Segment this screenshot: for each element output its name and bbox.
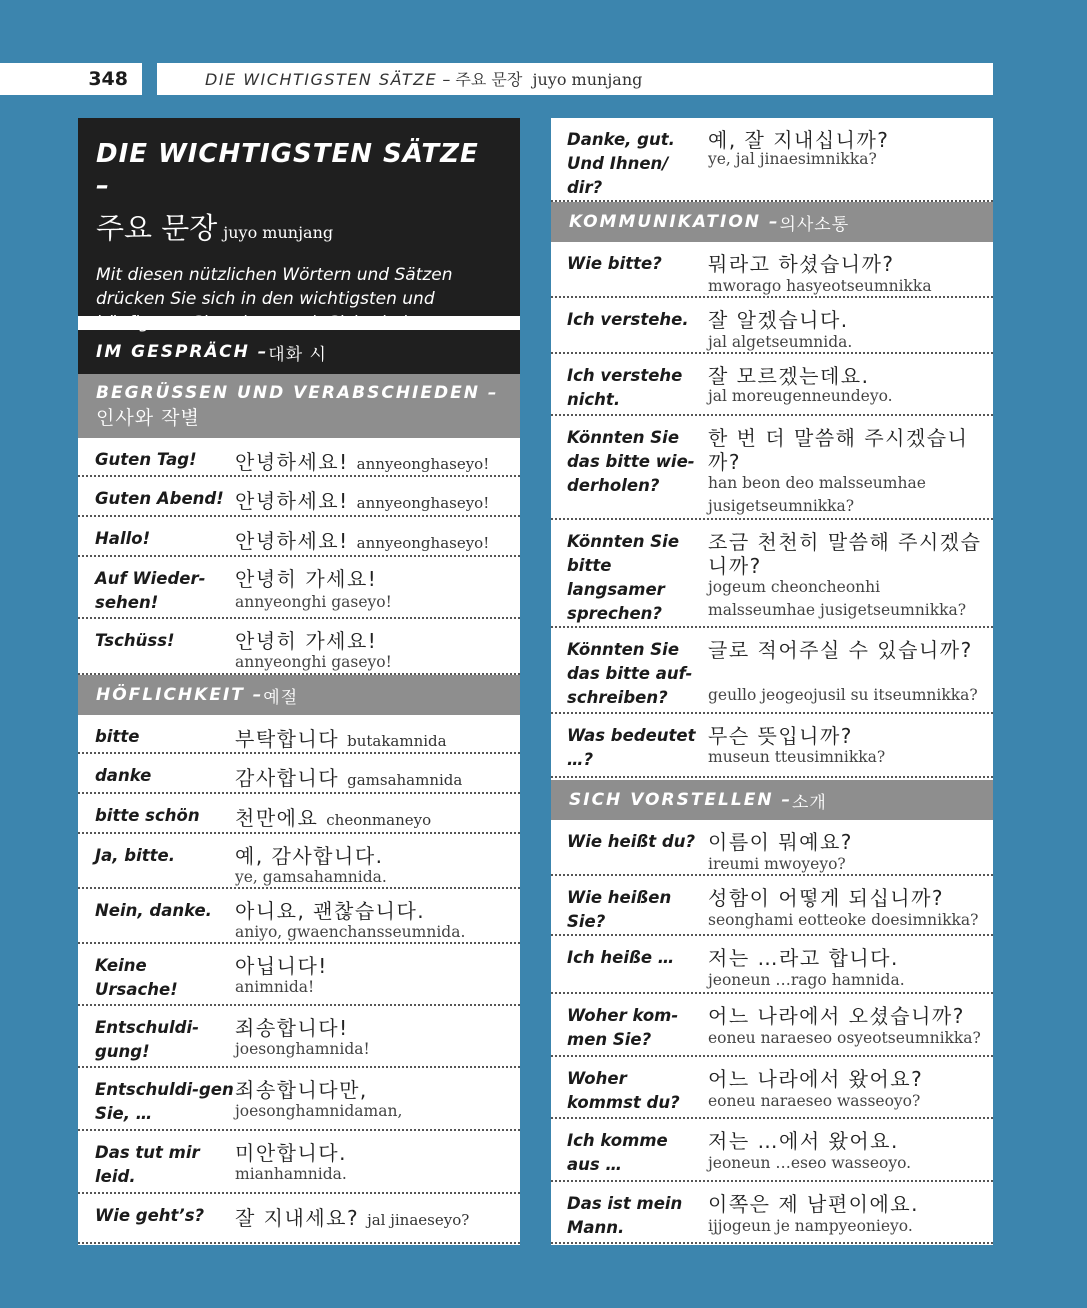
- intro-box: [78, 118, 520, 333]
- phrase-row: [551, 714, 993, 778]
- section-label: IM GESPRÄCH –: [96, 342, 269, 362]
- phrase-de: Entschuldi-gen Sie, …: [95, 1080, 234, 1123]
- section-label: KOMMUNIKATION –: [569, 212, 780, 232]
- section-kommunikation: [551, 202, 993, 242]
- phrase-rom: ye, gamsahamnida.: [235, 868, 387, 886]
- phrase-rom: joesonghamnida!: [235, 1040, 370, 1058]
- phrase-row: [78, 1068, 520, 1131]
- phrase-de: Ich verstehe.: [567, 310, 689, 329]
- phrase-rom: ijjogeun je nampyeonieyo.: [708, 1217, 913, 1235]
- phrase-ko: 미안합니다.: [235, 1141, 347, 1165]
- phrase-de: Nein, danke.: [95, 901, 212, 920]
- phrase-de: Ja, bitte.: [95, 846, 175, 865]
- running-header-sep: –: [437, 70, 456, 89]
- intro-text: Mit diesen nützlichen Wörtern und Sätzen drücken Sie sich in den wichtigsten und häufigsten Situationen mit Sicherheit aus.: [96, 265, 455, 333]
- phrase-ko: [235, 450, 514, 476]
- phrase-de: Hallo!: [95, 529, 151, 548]
- phrase-rom: geullo jeogeojusil su itseumnikka?: [708, 686, 978, 704]
- phrase-row: [78, 619, 520, 675]
- phrase-de: bitte: [95, 727, 140, 746]
- phrase-rom: seonghami eotteoke doesimnikka?: [708, 911, 979, 929]
- phrase-ko: 저는 …에서 왔어요.: [708, 1129, 899, 1153]
- phrase-rom: gamsahamnida: [347, 771, 463, 789]
- phrase-de: Wie heißt du?: [567, 832, 696, 851]
- phrase-rom: annyeonghaseyo!: [356, 455, 490, 473]
- section-ko: 소개: [791, 792, 827, 813]
- phrase-de: Keine Ursache!: [95, 956, 178, 999]
- phrase-row: [551, 298, 993, 354]
- phrase-ko: 어느 나라에서 왔어요?: [708, 1067, 924, 1091]
- phrase-row: [551, 520, 993, 628]
- section-label: BEGRÜSSEN UND VERABSCHIEDEN –: [96, 382, 499, 403]
- phrase-de: Könnten Sie bitte langsamer sprechen?: [567, 532, 680, 623]
- phrase-rom: butakamnida: [347, 732, 447, 750]
- intro-title: DIE WICHTIGSTEN SÄTZE –: [96, 139, 479, 201]
- phrase-row: [551, 1182, 993, 1244]
- left-column: [78, 118, 520, 1245]
- phrase-de: Woher kom-men Sie?: [567, 1006, 679, 1049]
- phrase-rom: ireumi mwoyeyo?: [708, 855, 846, 873]
- phrase-de: Wie bitte?: [567, 254, 662, 273]
- phrase-ko: [235, 727, 514, 753]
- phrase-ko: 조금 천천히 말씀해 주시겠습니까?: [708, 530, 982, 578]
- phrase-ko: 아닙니다!: [235, 954, 328, 978]
- phrase-ko-text: 잘 지내세요?: [235, 1206, 360, 1230]
- phrase-row: [551, 876, 993, 936]
- phrase-row: [551, 118, 993, 202]
- section-label: HÖFLICHKEIT –: [96, 685, 264, 705]
- section-hoeflichkeit: [78, 675, 520, 715]
- intro-ko-title: [96, 206, 502, 255]
- phrase-ko: 죄송합니다!: [235, 1016, 349, 1040]
- intro-ko: 주요 문장: [96, 211, 218, 245]
- phrase-row: [78, 834, 520, 889]
- section-label: SICH VORSTELLEN –: [569, 790, 792, 810]
- phrase-ko-text: 안녕하세요!: [235, 489, 349, 513]
- phrase-row: [78, 944, 520, 1006]
- phrase-rom: aniyo, gwaenchansseumnida.: [235, 923, 466, 941]
- right-top-list: [551, 118, 993, 202]
- phrase-ko: [235, 766, 514, 792]
- phrase-rom: mworago hasyeotseumnikka: [708, 277, 932, 295]
- phrase-row: [78, 557, 520, 619]
- phrase-de: Wie geht’s?: [95, 1206, 205, 1225]
- phrase-row: [78, 1131, 520, 1194]
- phrase-row: [78, 794, 520, 834]
- phrase-row: [78, 889, 520, 944]
- phrase-rom: annyeonghaseyo!: [356, 534, 490, 552]
- phrase-ko-text: 부탁합니다: [235, 727, 340, 751]
- section-sich-vorstellen: [551, 780, 993, 820]
- phrase-ko: 한 번 더 말씀해 주시겠습니까?: [708, 426, 969, 474]
- begruessen-list: [78, 438, 520, 675]
- running-header-de: DIE WICHTIGSTEN SÄTZE: [205, 70, 438, 89]
- phrase-row: [78, 1194, 520, 1244]
- phrase-rom: jal moreugenneundeyo.: [708, 387, 893, 405]
- phrase-de: Danke, gut. Und Ihnen/ dir?: [567, 130, 675, 197]
- phrase-ko: 성함이 어떻게 되십니까?: [708, 886, 945, 910]
- running-header-rom: juyo munjang: [532, 70, 643, 89]
- phrase-rom: animnida!: [235, 978, 315, 996]
- section-ko: 예절: [263, 687, 299, 708]
- phrase-ko: 무슨 뜻입니까?: [708, 724, 853, 748]
- phrase-ko-text: 감사합니다: [235, 766, 340, 790]
- phrase-rom: eoneu naraeseo osyeotseumnikka?: [708, 1029, 981, 1047]
- phrase-rom: jogeum cheoncheonhi malsseumhae jusigetseumnikka?: [708, 578, 967, 619]
- phrase-rom: annyeonghi gaseyo!: [235, 653, 392, 671]
- phrase-ko: 안녕히 가세요!: [235, 629, 378, 653]
- phrase-rom: museun tteusimnikka?: [708, 748, 886, 766]
- phrase-de: Könnten Sie das bitte wie-derholen?: [567, 428, 695, 495]
- phrase-de: Woher kommst du?: [567, 1069, 680, 1112]
- phrase-row: [551, 1057, 993, 1119]
- phrase-de: Guten Abend!: [95, 489, 224, 508]
- phrase-ko: 저는 …라고 합니다.: [708, 946, 899, 970]
- phrase-rom: jeoneun …rago hamnida.: [708, 971, 905, 989]
- phrase-ko: [235, 489, 514, 515]
- phrase-ko: 글로 적어주실 수 있습니까?: [708, 638, 973, 662]
- phrase-row: [551, 354, 993, 416]
- phrase-row: [78, 517, 520, 557]
- phrase-row: [551, 628, 993, 714]
- section-ko: 대화 시: [268, 344, 327, 365]
- section-ko: 의사소통: [779, 214, 850, 235]
- phrase-de: Ich komme aus …: [567, 1131, 668, 1174]
- phrase-ko-text: 안녕하세요!: [235, 450, 349, 474]
- phrase-row: [78, 1006, 520, 1068]
- phrase-de: Entschuldi-gung!: [95, 1018, 199, 1061]
- phrase-de: danke: [95, 766, 152, 785]
- phrase-ko: 이쪽은 제 남편이에요.: [708, 1192, 919, 1216]
- phrase-ko: [235, 1206, 514, 1232]
- phrase-de: bitte schön: [95, 806, 200, 825]
- phrase-rom: han beon deo malsseumhae jusigetseumnikka?: [708, 474, 926, 515]
- phrase-row: [551, 994, 993, 1057]
- phrase-ko-text: 천만에요: [235, 806, 319, 830]
- phrase-row: [551, 820, 993, 876]
- phrase-row: [551, 936, 993, 994]
- phrase-row: [78, 477, 520, 517]
- right-column: [551, 118, 993, 1245]
- hoeflichkeit-list: [78, 715, 520, 1244]
- phrase-rom: jal algetseumnida.: [708, 333, 853, 351]
- phrase-row: [551, 416, 993, 520]
- section-ko: 인사와 작별: [96, 406, 200, 429]
- phrase-rom: jeoneun …eseo wasseoyo.: [708, 1154, 912, 1172]
- kommunikation-list: [551, 242, 993, 778]
- phrase-rom: jal jinaeseyo?: [367, 1211, 470, 1229]
- phrase-de: Das tut mir leid.: [95, 1143, 200, 1186]
- phrase-row: [78, 754, 520, 794]
- phrase-row: [551, 1119, 993, 1182]
- phrase-ko: 잘 모르겠는데요.: [708, 364, 870, 388]
- phrase-row: [78, 715, 520, 754]
- phrase-de: Guten Tag!: [95, 450, 197, 469]
- phrase-rom: mianhamnida.: [235, 1165, 347, 1183]
- phrase-ko: 예, 감사합니다.: [235, 844, 384, 868]
- vorstellen-list: [551, 820, 993, 1244]
- phrase-de: Ich heiße …: [567, 948, 675, 967]
- phrase-ko: 이름이 뭐예요?: [708, 830, 853, 854]
- phrase-ko: 어느 나라에서 오셨습니까?: [708, 1004, 965, 1028]
- phrase-ko: 뭐라고 하셨습니까?: [708, 252, 895, 276]
- phrase-rom: cheonmaneyo: [326, 811, 432, 829]
- section-begruessen: [78, 374, 520, 438]
- intro-rom: juyo munjang: [223, 223, 334, 242]
- running-header: [157, 63, 993, 95]
- phrase-ko-text: 안녕하세요!: [235, 529, 349, 553]
- phrase-ko: 죄송합니다만,: [235, 1078, 368, 1102]
- phrase-rom: eoneu naraeseo wasseoyo?: [708, 1092, 921, 1110]
- section-im-gespraech: [78, 330, 520, 374]
- running-header-ko: 주요 문장: [455, 70, 523, 89]
- phrase-de: Tschüss!: [95, 631, 175, 650]
- phrase-de: Ich verstehe nicht.: [567, 366, 683, 409]
- phrase-ko: 예, 잘 지내십니까?: [708, 128, 890, 152]
- phrase-de: Wie heißen Sie?: [567, 888, 672, 931]
- phrase-row: [78, 438, 520, 477]
- phrase-rom: ye, jal jinaesimnikka?: [708, 150, 877, 168]
- phrase-ko: [235, 806, 514, 832]
- phrase-de: Könnten Sie das bitte auf-schreiben?: [567, 640, 693, 707]
- page-number: 348: [0, 63, 142, 95]
- phrase-ko: 안녕히 가세요!: [235, 567, 378, 591]
- phrase-row: [551, 242, 993, 298]
- phrase-rom: annyeonghaseyo!: [356, 494, 490, 512]
- phrase-de: Was bedeutet …?: [567, 726, 696, 769]
- phrase-rom: annyeonghi gaseyo!: [235, 593, 392, 611]
- phrase-de: Das ist mein Mann.: [567, 1194, 683, 1237]
- phrase-ko: [235, 529, 514, 555]
- phrase-rom: joesonghamnidaman,: [235, 1102, 403, 1120]
- phrase-ko: 잘 알겠습니다.: [708, 308, 849, 332]
- phrase-ko: 아니요, 괜찮습니다.: [235, 899, 426, 923]
- phrase-de: Auf Wieder-sehen!: [95, 569, 206, 612]
